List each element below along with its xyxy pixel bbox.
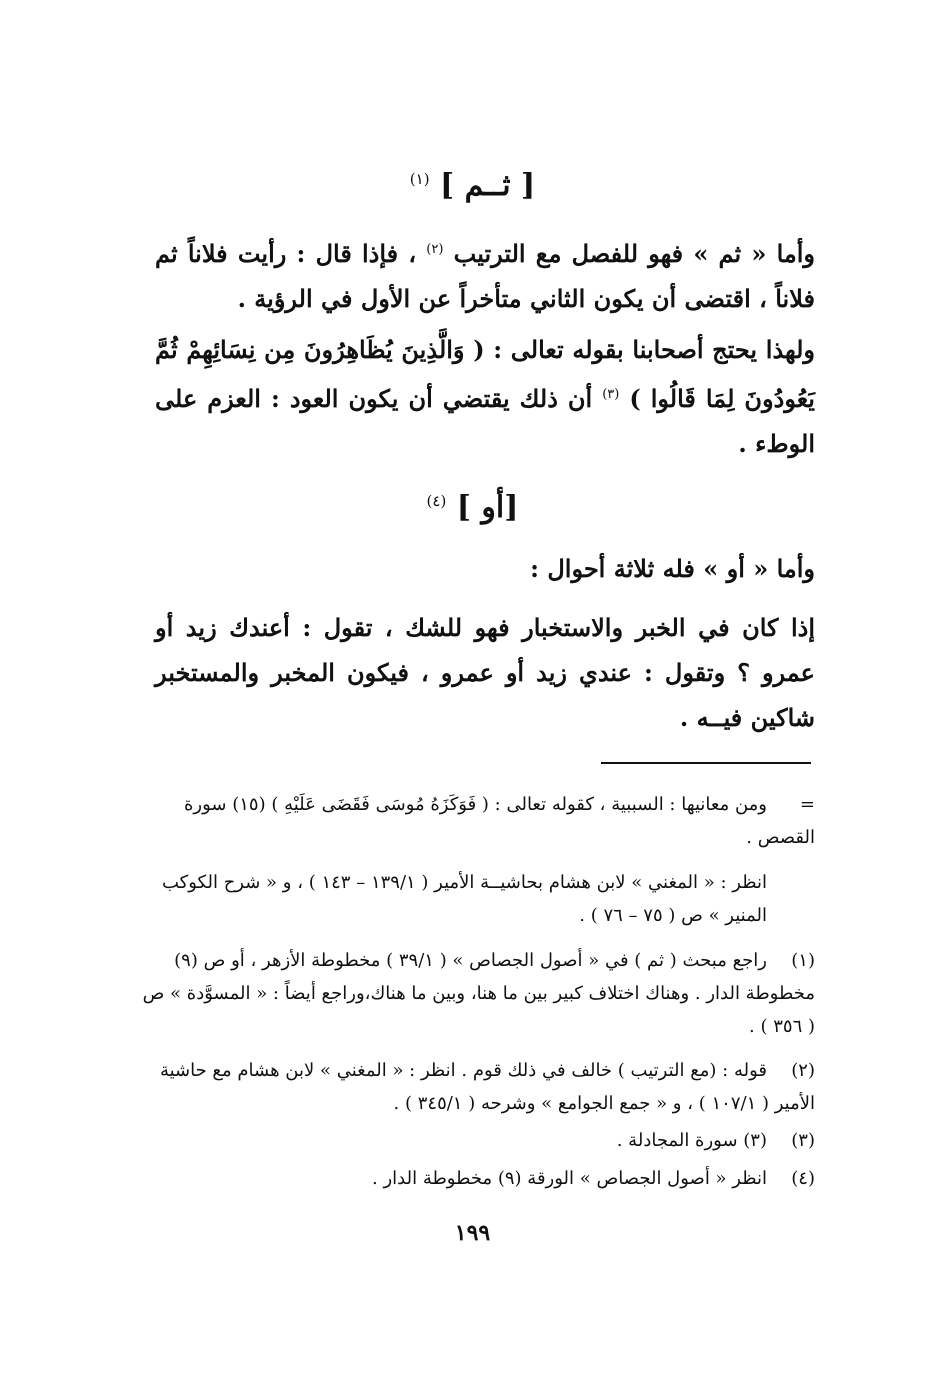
footnote-ref: (٣) [602,387,620,402]
paragraph-text: وأما « أو » فله ثلاثة أحوال : [530,554,815,583]
footnote-continuation [135,866,815,932]
paragraph [155,227,815,321]
paragraph [155,327,815,466]
section-heading-thumma [0,168,945,203]
footnote-ref: (٢) [426,242,444,257]
paragraph-text: وأما « ثم » فهو للفصل مع الترتيب [453,239,816,268]
footnote-item [135,1124,815,1157]
footnote-continuation [135,788,815,854]
section-heading-aw [0,490,945,525]
paragraph [155,546,815,591]
footnote-number: (١) [791,950,815,971]
paragraph-text: إذا كان في الخبر والاستخبار فهو للشك ، تقول : أعندك زيد أو عمرو ؟ وتقول : عندي زيد أو عمرو ، فيكون المخبر والمستخبر شاكين فيــه . [155,613,815,732]
footnote-item [135,1162,815,1195]
paragraph [155,605,815,740]
paragraph-text: ولهذا يحتج أصحابنا بقوله تعالى : ( وَالَّذِينَ يُظَاهِرُونَ مِن نِسَائِهِمْ ثُمَّ يَعُودُونَ لِمَا قَالُوا ) [155,335,815,413]
footnote-text: انظر : « المغني » لابن هشام بحاشيــة الأمير ( ١٣٩/١ – ١٤٣ ) ، و « شرح الكوكب المنير » ص ( ٧٥ – ٧٦ ) . [162,872,767,926]
footnote-ref: (١) [409,170,430,188]
footnote-divider [601,762,811,764]
footnote-text: ومن معانيها : السببية ، كقوله تعالى : ( فَوَكَزَهُ مُوسَى فَقَضَى عَلَيْهِ ) (١٥) سورة القصص . [184,794,815,848]
paragraph-text: ، فإذا قال : رأيت فلاناً ثم فلاناً ، اقتضى أن يكون الثاني متأخراً عن الأول في الرؤية . [155,239,815,313]
heading-text: [ ثــم ] [440,168,536,203]
footnote-item [135,944,815,1043]
footnote-text: راجع مبحث ( ثم ) في « أصول الجصاص » ( ٣٩/١ ) مخطوطة الأزهر ، أو ص (٩) مخطوطة الدار . وهناك اختلاف كبير بين ما هنا، وبين ما هناك،وراجع أيضاً : « المسوَّدة » ص ( ٣٥٦ ) . [142,950,815,1037]
footnote-number: (٢) [791,1060,815,1081]
footnote-ref: (٤) [426,492,447,510]
page-number: ١٩٩ [454,1220,491,1246]
footnote-item [135,1054,815,1120]
footnote-text: قوله : (مع الترتيب ) خالف في ذلك قوم . انظر : « المغني » لابن هشام مع حاشية الأمير ( ١٠٧/١ ) ، و « جمع الجوامع » وشرحه ( ٣٤٥/١ ) . [159,1060,815,1114]
heading-text: [أو ] [456,490,519,525]
footnote-text: (٣) سورة المجادلة . [616,1130,767,1151]
footnote-number: (٣) [791,1130,815,1151]
footnote-text: انظر « أصول الجصاص » الورقة (٩) مخطوطة الدار . [372,1168,767,1189]
paragraph-text: أن ذلك يقتضي أن يكون العود : العزم على الوطء . [155,384,815,458]
footnote-number: (٤) [791,1168,815,1189]
continuation-marker: = [799,794,815,815]
